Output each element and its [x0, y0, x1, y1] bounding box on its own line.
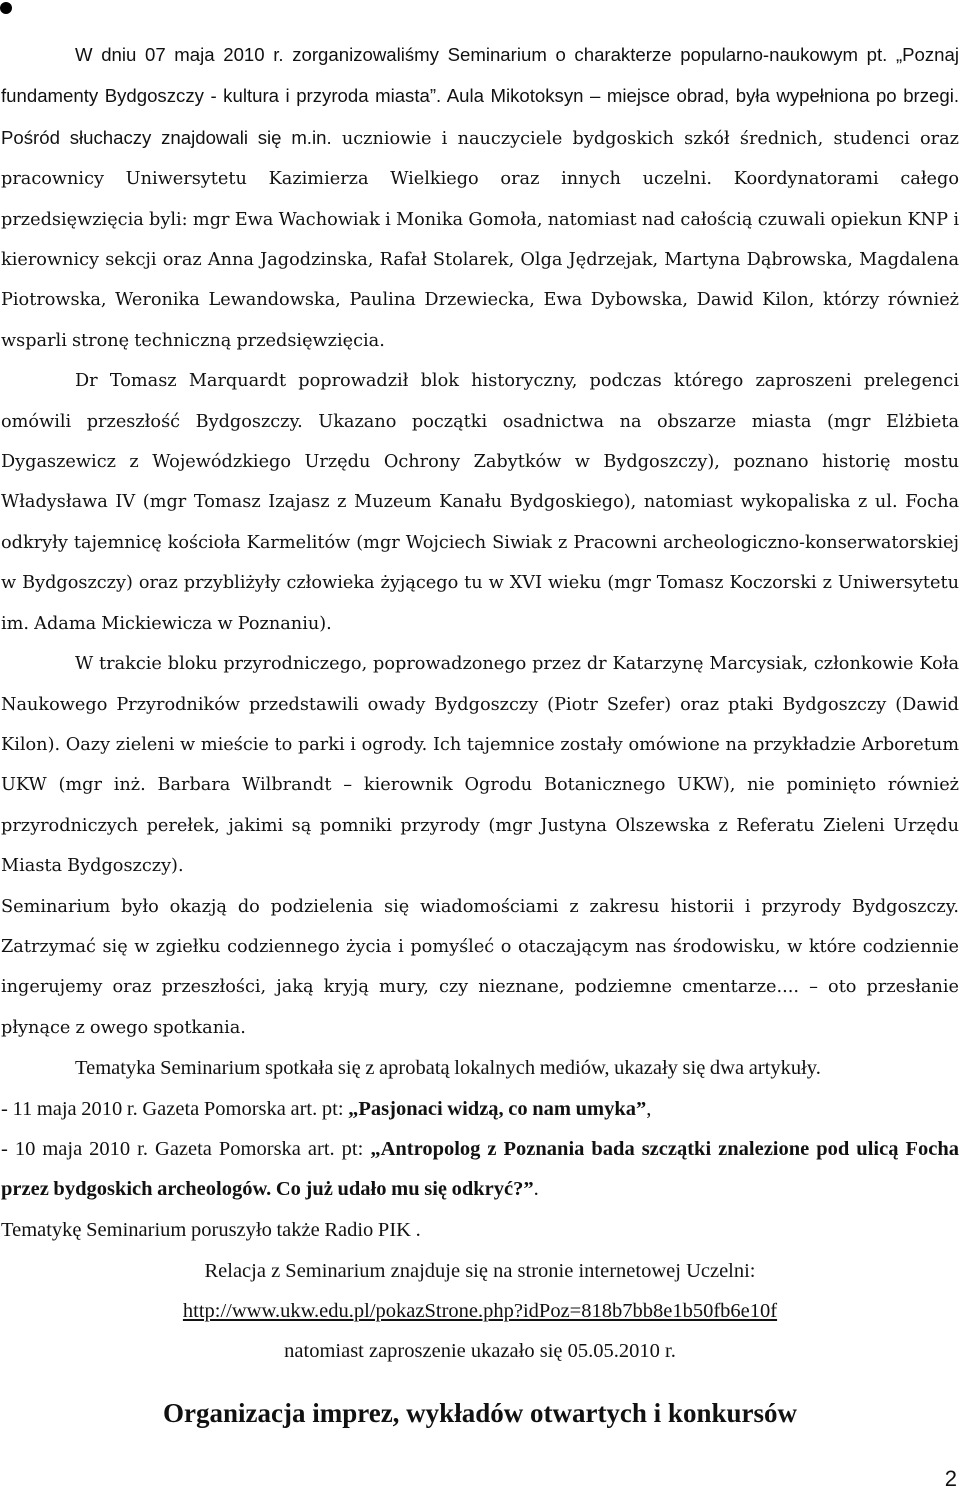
paragraph-summary: Seminarium było okazją do podzielenia się wiadomościami z zakresu historii i przyrody Bydgoszczy. Zatrzymać się w zgiełku codziennego życia i pomyśleć o otaczającym nas środowisku, w które codziennie ingerujemy oraz przeszłości, jaką kryją mury, czy nieznane, podziemne cmentarze.... – oto przesłanie płynące z owego spotkania.	[1, 896, 959, 1038]
bullet-marker	[0, 2, 12, 14]
intro-serif-text: uczniowie i nauczyciele bydgoskich szkół średnich, studenci oraz pracownicy Uniwersytetu Kazimierza Wielkiego oraz innych uczelni.	[1, 128, 959, 190]
paragraph-media: Tematyka Seminarium spotkała się z aprobatą lokalnych mediów, ukazały się dwa artykuły.	[75, 1057, 821, 1080]
article-item	[1, 1089, 959, 1129]
article-suffix: .	[533, 1178, 539, 1201]
coordinators-text: Koordynatorami całego przedsięwzięcia byli: mgr Ewa Wachowiak i Monika Gomoła, natomiast nad całością czuwali opiekun KNP i kierownicy sekcji oraz Anna Jagodzinska, Rafał Stolarek, Olga Jędrzejak, Martyna Dąbrowska, Magdalena Piotrowska, Weronika Lewandowska, Paulina Drzewiecka, Ewa Dybowska, Dawid Kilon, którzy również wsparli stronę techniczną przedsięwzięcia.	[1, 169, 959, 351]
page-number: 2	[944, 1466, 957, 1491]
article-title: „Antropolog z Poznania bada szczątki znalezione pod ulicą Focha przez bydgoskich archeologów. Co już udało mu się odkryć?”	[1, 1137, 959, 1201]
article-prefix: - 10 maja 2010 r. Gazeta Pomorska art. pt:	[1, 1137, 371, 1160]
report-url-link[interactable]: http://www.ukw.edu.pl/pokazStrone.php?idPoz=818b7bb8e1b50fb6e10f	[182, 1300, 778, 1322]
paragraph-intro	[1, 35, 959, 361]
report-link-block	[0, 1251, 960, 1371]
article-prefix: - 11 maja 2010 r. Gazeta Pomorska art. pt:	[1, 1097, 349, 1120]
section-heading: Organizacja imprez, wykładów otwartych i konkursów	[163, 1398, 797, 1428]
radio-line: Tematykę Seminarium poruszyło także Radio PIK .	[1, 1218, 421, 1241]
paragraph-nature: W trakcie bloku przyrodniczego, poprowadzonego przez dr Katarzynę Marcysiak, członkowie Koła Naukowego Przyrodników przedstawili owady Bydgoszczy (Piotr Szefer) oraz ptaki Bydgoszczy (Dawid Kilon). Oazy zieleni w mieście to parki i ogrody. Ich tajemnice zostały omówione na przykładzie Arboretum UKW (mgr inż. Barbara Wilbrandt – kierownik Ogrodu Botanicznego UKW), nie pominięto również przyrodniczych perełek, jakimi są pomniki przyrody (mgr Justyna Olszewska z Referatu Zieleni Urzędu Miasta Bydgoszczy).	[1, 654, 959, 877]
paragraph-history: Dr Tomasz Marquardt poprowadził blok historyczny, podczas którego zaproszeni prelegenci omówili przeszłość Bydgoszczy. Ukazano początki osadnictwa na obszarze miasta (mgr Elżbieta Dygaszewicz z Wojewódzkiego Urzędu Ochrony Zabytków w Bydgoszczy), poznano historię mostu Władysława IV (mgr Tomasz Izajasz z Muzeum Kanału Bydgoskiego), natomiast wykopaliska z ul. Focha odkryły tajemnicę kościoła Karmelitów (mgr Wojciech Siwiak z Pracowni archeologiczno-konserwatorskiej w Bydgoszczy) oraz przybliżyły człowieka żyjącego tu w XVI wieku (mgr Tomasz Koczorski z Uniwersytetu im. Adama Mickiewicza w Poznaniu).	[1, 371, 959, 634]
article-suffix: ,	[646, 1097, 652, 1120]
article-item	[1, 1129, 959, 1210]
intro-sans-text: W dniu 07 maja 2010 r. zorganizowaliśmy Seminarium o charakterze popularno-naukowym pt. „Poznaj fundamenty Bydgoszczy - kultura i przyroda miasta”. Aula Mikotoksyn – miejsce obrad, była wypełniona po brzegi. Pośród słuchaczy znajdowali się m.in.	[1, 44, 959, 148]
document-body	[1, 35, 959, 1250]
article-title: „Pasjonaci widzą, co nam umyka”	[348, 1097, 647, 1120]
report-intro-line: Relacja z Seminarium znajduje się na stronie internetowej Uczelni:	[204, 1260, 756, 1282]
invitation-line: natomiast zaproszenie ukazało się 05.05.2010 r.	[284, 1340, 676, 1362]
